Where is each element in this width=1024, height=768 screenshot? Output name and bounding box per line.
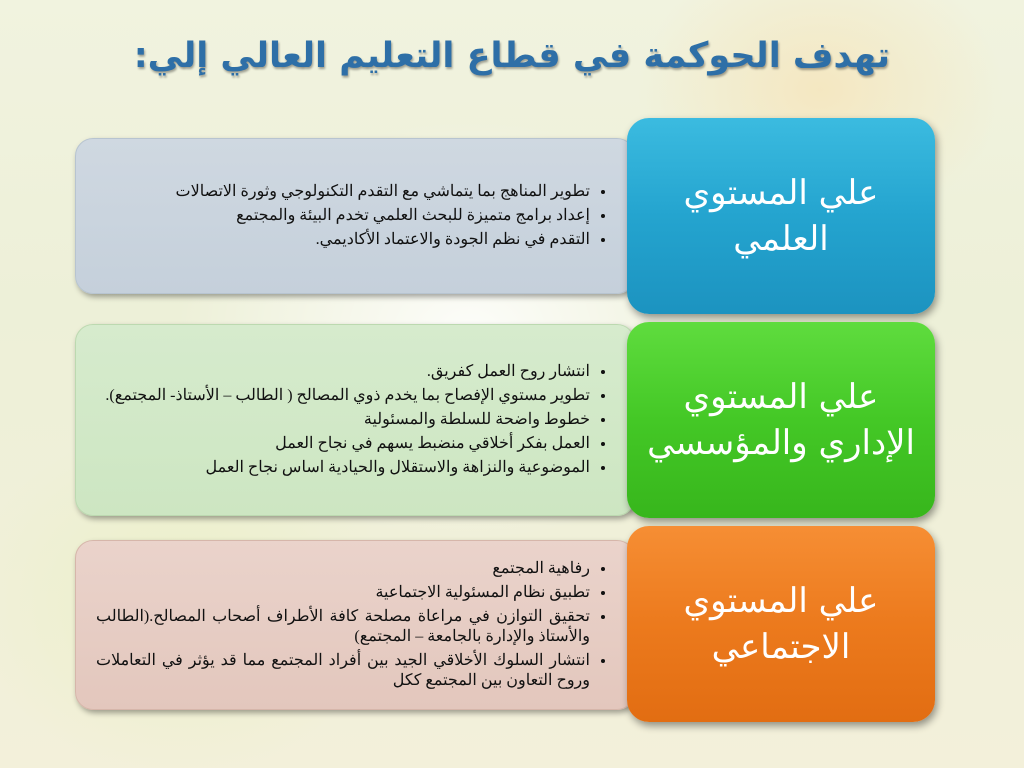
list-item: • تطوير المناهج بما يتماشي مع التقدم التكنولوجي وثورة الاتصالات bbox=[96, 182, 590, 202]
list-item: • خطوط واضحة للسلطة والمسئولية bbox=[96, 410, 590, 430]
list-item: • تطوير مستوي الإفصاح بما يخدم ذوي المصالح ( الطالب – الأستاذ- المجتمع). bbox=[96, 386, 590, 406]
administrative-level-label: علي المستوي الإداري والمؤسسي bbox=[627, 322, 935, 518]
list-item: • انتشار روح العمل كفريق. bbox=[96, 362, 590, 382]
list-item: • إعداد برامج متميزة للبحث العلمي تخدم البيئة والمجتمع bbox=[96, 206, 590, 226]
administrative-goals-box bbox=[75, 324, 635, 516]
level-row-administrative bbox=[75, 322, 935, 518]
slide-title: تهدف الحوكمة في قطاع التعليم العالي إلي: bbox=[133, 36, 890, 76]
list-item: • العمل بفكر أخلاقي منضبط يسهم في نجاح العمل bbox=[96, 434, 590, 454]
scientific-level-label: علي المستوي العلمي bbox=[627, 118, 935, 314]
administrative-goals-list bbox=[96, 362, 606, 478]
social-level-label: علي المستوي الاجتماعي bbox=[627, 526, 935, 722]
list-item: • تطبيق نظام المسئولية الاجتماعية bbox=[96, 583, 590, 603]
level-row-social bbox=[75, 526, 935, 722]
list-item: • التقدم في نظم الجودة والاعتماد الأكاديمي. bbox=[96, 230, 590, 250]
scientific-goals-list bbox=[96, 182, 606, 250]
level-row-scientific bbox=[75, 118, 935, 314]
list-item: • تحقيق التوازن في مراعاة مصلحة كافة الأطراف أصحاب المصالح.(الطالب والأستاذ والإدارة بالجامعة – المجتمع) bbox=[96, 607, 590, 647]
list-item: • رفاهية المجتمع bbox=[96, 559, 590, 579]
list-item: • انتشار السلوك الأخلاقي الجيد بين أفراد المجتمع مما قد يؤثر في التعاملات وروح التعاون بين المجتمع ككل bbox=[96, 651, 590, 691]
social-goals-box bbox=[75, 540, 635, 710]
social-goals-list bbox=[96, 559, 606, 691]
list-item: • الموضوعية والنزاهة والاستقلال والحيادية اساس نجاح العمل bbox=[96, 458, 590, 478]
scientific-goals-box bbox=[75, 138, 635, 294]
